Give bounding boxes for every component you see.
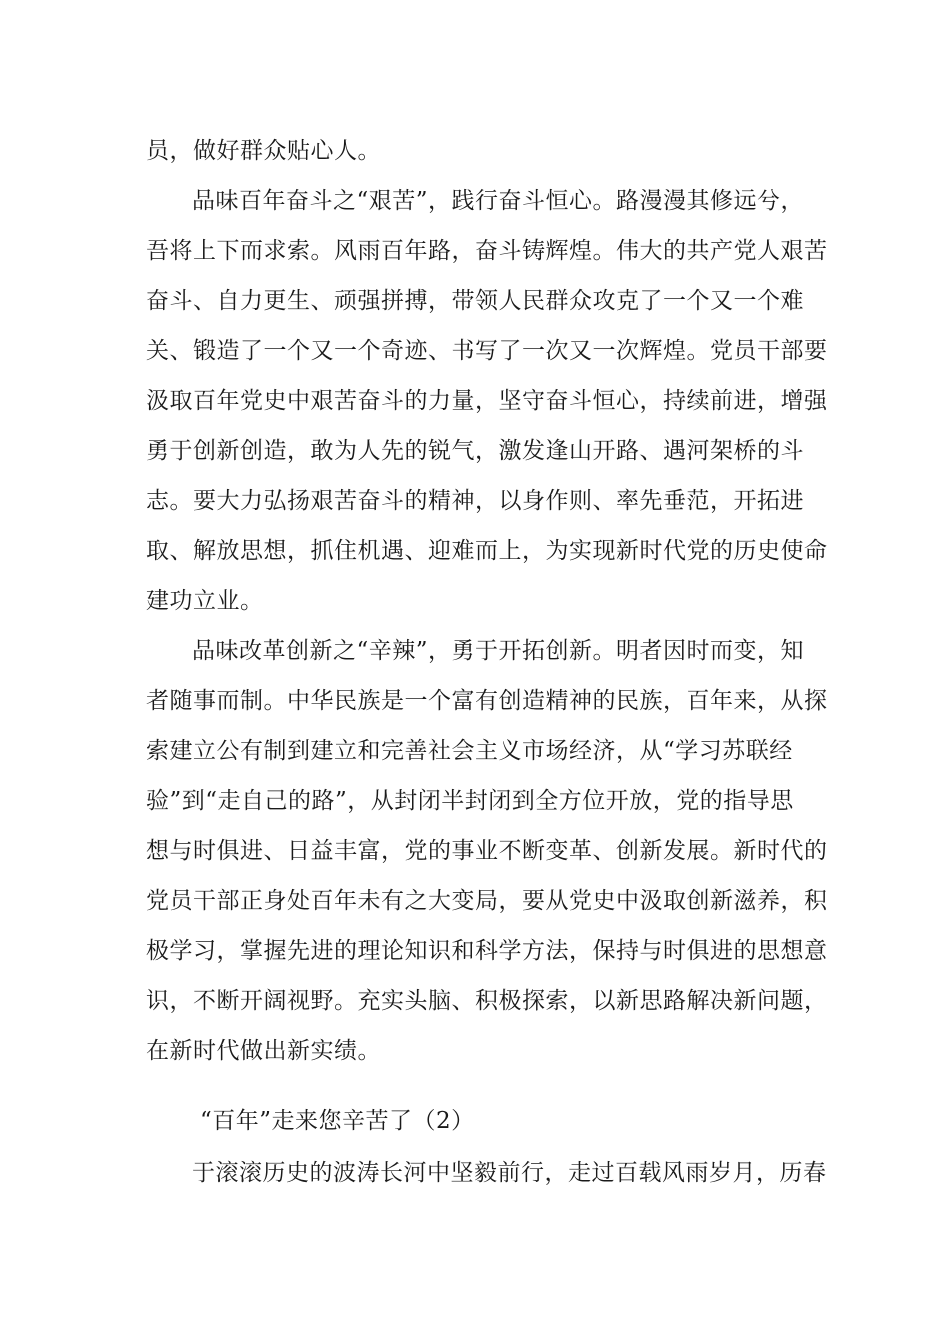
paragraph-line: 志。要大力弘扬艰苦奋斗的精神，以身作则、率先垂范，开拓进 <box>146 488 804 514</box>
paragraph-line: 汲取百年党史中艰苦奋斗的力量，坚守奋斗恒心，持续前进，增强 <box>146 388 828 414</box>
paragraph-line: 党员干部正身处百年未有之大变局，要从党史中汲取创新滋养，积 <box>146 888 828 914</box>
paragraph-line: 奋斗、自力更生、顽强拼搏，带领人民群众攻克了一个又一个难 <box>146 288 804 314</box>
paragraph-line: 想与时俱进、日益丰富，党的事业不断变革、创新发展。新时代的 <box>146 838 828 864</box>
paragraph-line: 验”到“走自己的路”，从封闭半封闭到全方位开放，党的指导思 <box>146 788 794 814</box>
paragraph-line: 于滚滚历史的波涛长河中坚毅前行，走过百载风雨岁月，历春 <box>192 1160 827 1186</box>
paragraph-line: 员，做好群众贴心人。 <box>146 138 381 164</box>
paragraph-line: 品味改革创新之“辛辣”，勇于开拓创新。明者因时而变，知 <box>192 638 805 664</box>
paragraph-line: 品味百年奋斗之“艰苦”，践行奋斗恒心。路漫漫其修远兮， <box>192 188 805 214</box>
paragraph-line: 建功立业。 <box>146 588 264 614</box>
paragraph-line: 识，不断开阔视野。充实头脑、积极探索，以新思路解决新问题， <box>146 988 828 1014</box>
section-heading: “百年”走来您辛苦了（2） <box>200 1108 475 1134</box>
paragraph-line: 极学习，掌握先进的理论知识和科学方法，保持与时俱进的思想意 <box>146 938 828 964</box>
paragraph-line: 取、解放思想，抓住机遇、迎难而上，为实现新时代党的历史使命 <box>146 538 828 564</box>
paragraph-line: 者随事而制。中华民族是一个富有创造精神的民族，百年来，从探 <box>146 688 828 714</box>
paragraph-line: 吾将上下而求索。风雨百年路，奋斗铸辉煌。伟大的共产党人艰苦 <box>146 238 828 264</box>
paragraph-line: 关、锻造了一个又一个奇迹、书写了一次又一次辉煌。党员干部要 <box>146 338 828 364</box>
paragraph-line: 勇于创新创造，敢为人先的锐气，激发逢山开路、遇河架桥的斗 <box>146 438 804 464</box>
paragraph-line: 索建立公有制到建立和完善社会主义市场经济，从“学习苏联经 <box>146 738 793 764</box>
paragraph-line: 在新时代做出新实绩。 <box>146 1038 381 1064</box>
